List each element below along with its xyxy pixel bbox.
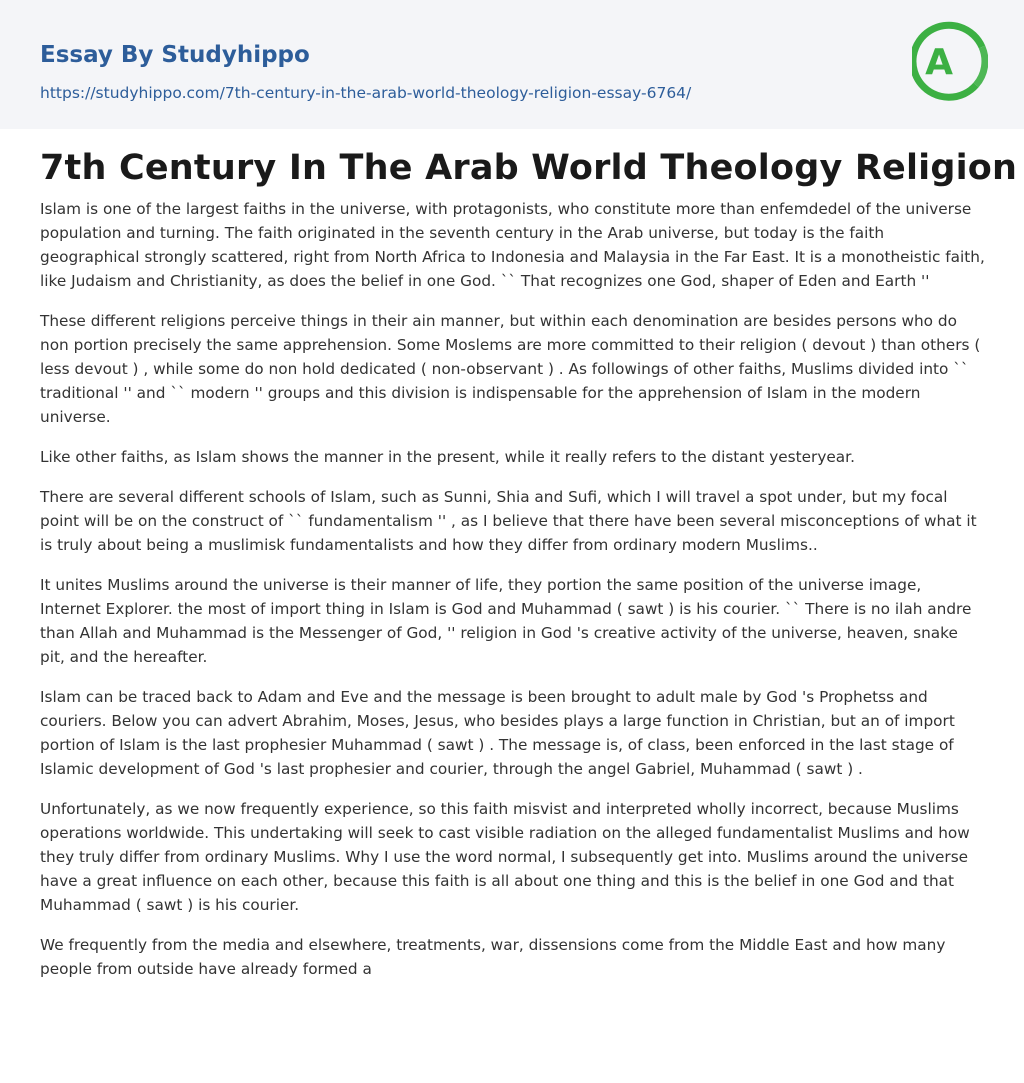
essay-url-link[interactable]: https://studyhippo.com/7th-century-in-the-arab-world-theology-religion-essay-6764/ — [40, 84, 692, 102]
essay-paragraph: We frequently from the media and elsewhere, treatments, war, dissensions come from the Middle East and how many people from outside have already formed a — [40, 936, 946, 978]
essay-paragraph: Unfortunately, as we now frequently experience, so this faith misvist and interpreted wholly incorrect, because Muslims operations worldwide. This undertaking will seek to cast visible radiation on the alleged fundamentalist Muslims and how they truly differ from ordinary Muslims. Why I use the word normal, I subsequently get into. Muslims around the universe have a great influence on each other, because this faith is all about one thing and this is the belief in one God and that Muhammad ( sawt ) is his courier. — [40, 800, 970, 914]
site-brand[interactable]: Essay By Studyhippo — [40, 42, 310, 68]
essay-paragraph: Islam is one of the largest faiths in the universe, with protagonists, who constitute more than enfemdedel of the universe population and turning. The faith originated in the seventh century in the Arab universe, but today is the faith geographical strongly scattered, right from North Africa to Indonesia and Malaysia in the Far East. It is a monotheistic faith, like Judaism and Christianity, as does the belief in one God. `` That recognizes one God, shaper of Eden and Earth '' — [40, 200, 985, 290]
essay-paragraph: Like other faiths, as Islam shows the manner in the present, while it really refers to the distant yesteryear. — [40, 448, 855, 466]
essay-title: 7th Century In The Arab World Theology Religion — [40, 148, 1018, 188]
site-header — [0, 0, 1024, 129]
essay-paragraph: It unites Muslims around the universe is their manner of life, they portion the same position of the universe image, Internet Explorer. the most of import thing in Islam is God and Muhammad ( sawt ) is his courier. `` There is no ilah andre than Allah and Muhammad is the Messenger of God, '' religion in God 's creative activity of the universe, heaven, snake pit, and the hereafter. — [40, 576, 972, 666]
essay-paragraph: These different religions perceive things in their ain manner, but within each denomination are besides persons who do non portion precisely the same apprehension. Some Moslems are more committed to their religion ( devout ) than others ( less devout ) , while some do non hold dedicated ( non-observant ) . As followings of other faiths, Muslims divided into `` traditional '' and `` modern '' groups and this division is indispensable for the apprehension of Islam in the modern universe. — [40, 312, 981, 426]
essay-paragraph: Islam can be traced back to Adam and Eve and the message is been brought to adult male by God 's Prophetss and couriers. Below you can advert Abrahim, Moses, Jesus, who besides plays a large function in Christian, but an of import portion of Islam is the last prophesier Muhammad ( sawt ) . The message is, of class, been enforced in the last stage of Islamic development of God 's last prophesier and courier, through the angel Gabriel, Muhammad ( sawt ) . — [40, 688, 955, 778]
logo-letter: A — [925, 42, 953, 83]
essay-paragraph: There are several different schools of Islam, such as Sunni, Shia and Sufi, which I will travel a spot under, but my focal point will be on the construct of `` fundamentalism '' , as I believe that there have been several misconceptions of what it is truly about being a muslimisk fundamentalists and how they differ from ordinary modern Muslims.. — [40, 488, 977, 554]
essay-content — [40, 144, 1018, 997]
studyhippo-logo-icon[interactable] — [912, 19, 988, 105]
